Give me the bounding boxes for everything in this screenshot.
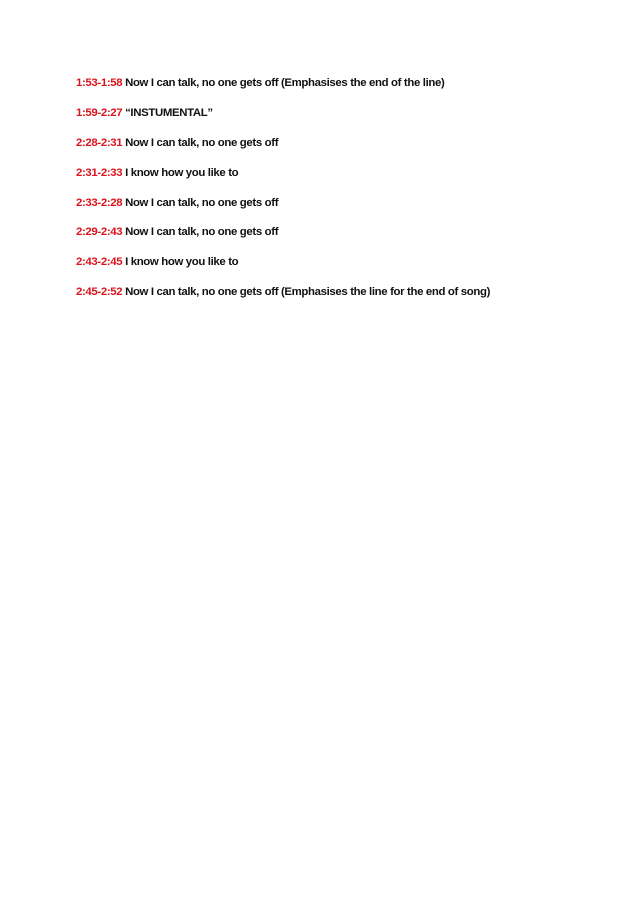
lyric-text: Now I can talk, no one gets off: [125, 196, 279, 209]
lyric-line: [76, 106, 616, 120]
timestamp: 2:33-2:28: [76, 196, 123, 209]
timestamp: 1:53-1:58: [76, 77, 123, 89]
lyric-text: Now I can talk, no one gets off: [125, 136, 279, 149]
lyric-text: Now I can talk, no one gets off (Emphasises the end of the line): [125, 77, 445, 89]
lyric-timeline: [76, 76, 616, 315]
lyric-line: [76, 255, 616, 269]
lyric-line: [76, 285, 616, 299]
lyric-text: Now I can talk, no one gets off (Emphasises the line for the end of song): [125, 286, 491, 299]
lyric-line: [76, 225, 616, 239]
lyric-line: [76, 76, 616, 90]
lyric-text: Now I can talk, no one gets off: [125, 226, 279, 239]
timestamp: 2:28-2:31: [76, 136, 123, 149]
lyric-text: I know how you like to: [125, 256, 239, 269]
timestamp: 2:31-2:33: [76, 166, 123, 179]
timestamp: 2:45-2:52: [76, 286, 123, 299]
lyric-text: “INSTUMENTAL”: [125, 106, 213, 119]
timestamp: 2:29-2:43: [76, 226, 123, 239]
timestamp: 1:59-2:27: [76, 106, 123, 119]
timestamp: 2:43-2:45: [76, 256, 123, 269]
lyric-text: I know how you like to: [125, 166, 239, 179]
lyric-line: [76, 166, 616, 180]
lyric-line: [76, 136, 616, 150]
lyric-line: [76, 196, 616, 210]
